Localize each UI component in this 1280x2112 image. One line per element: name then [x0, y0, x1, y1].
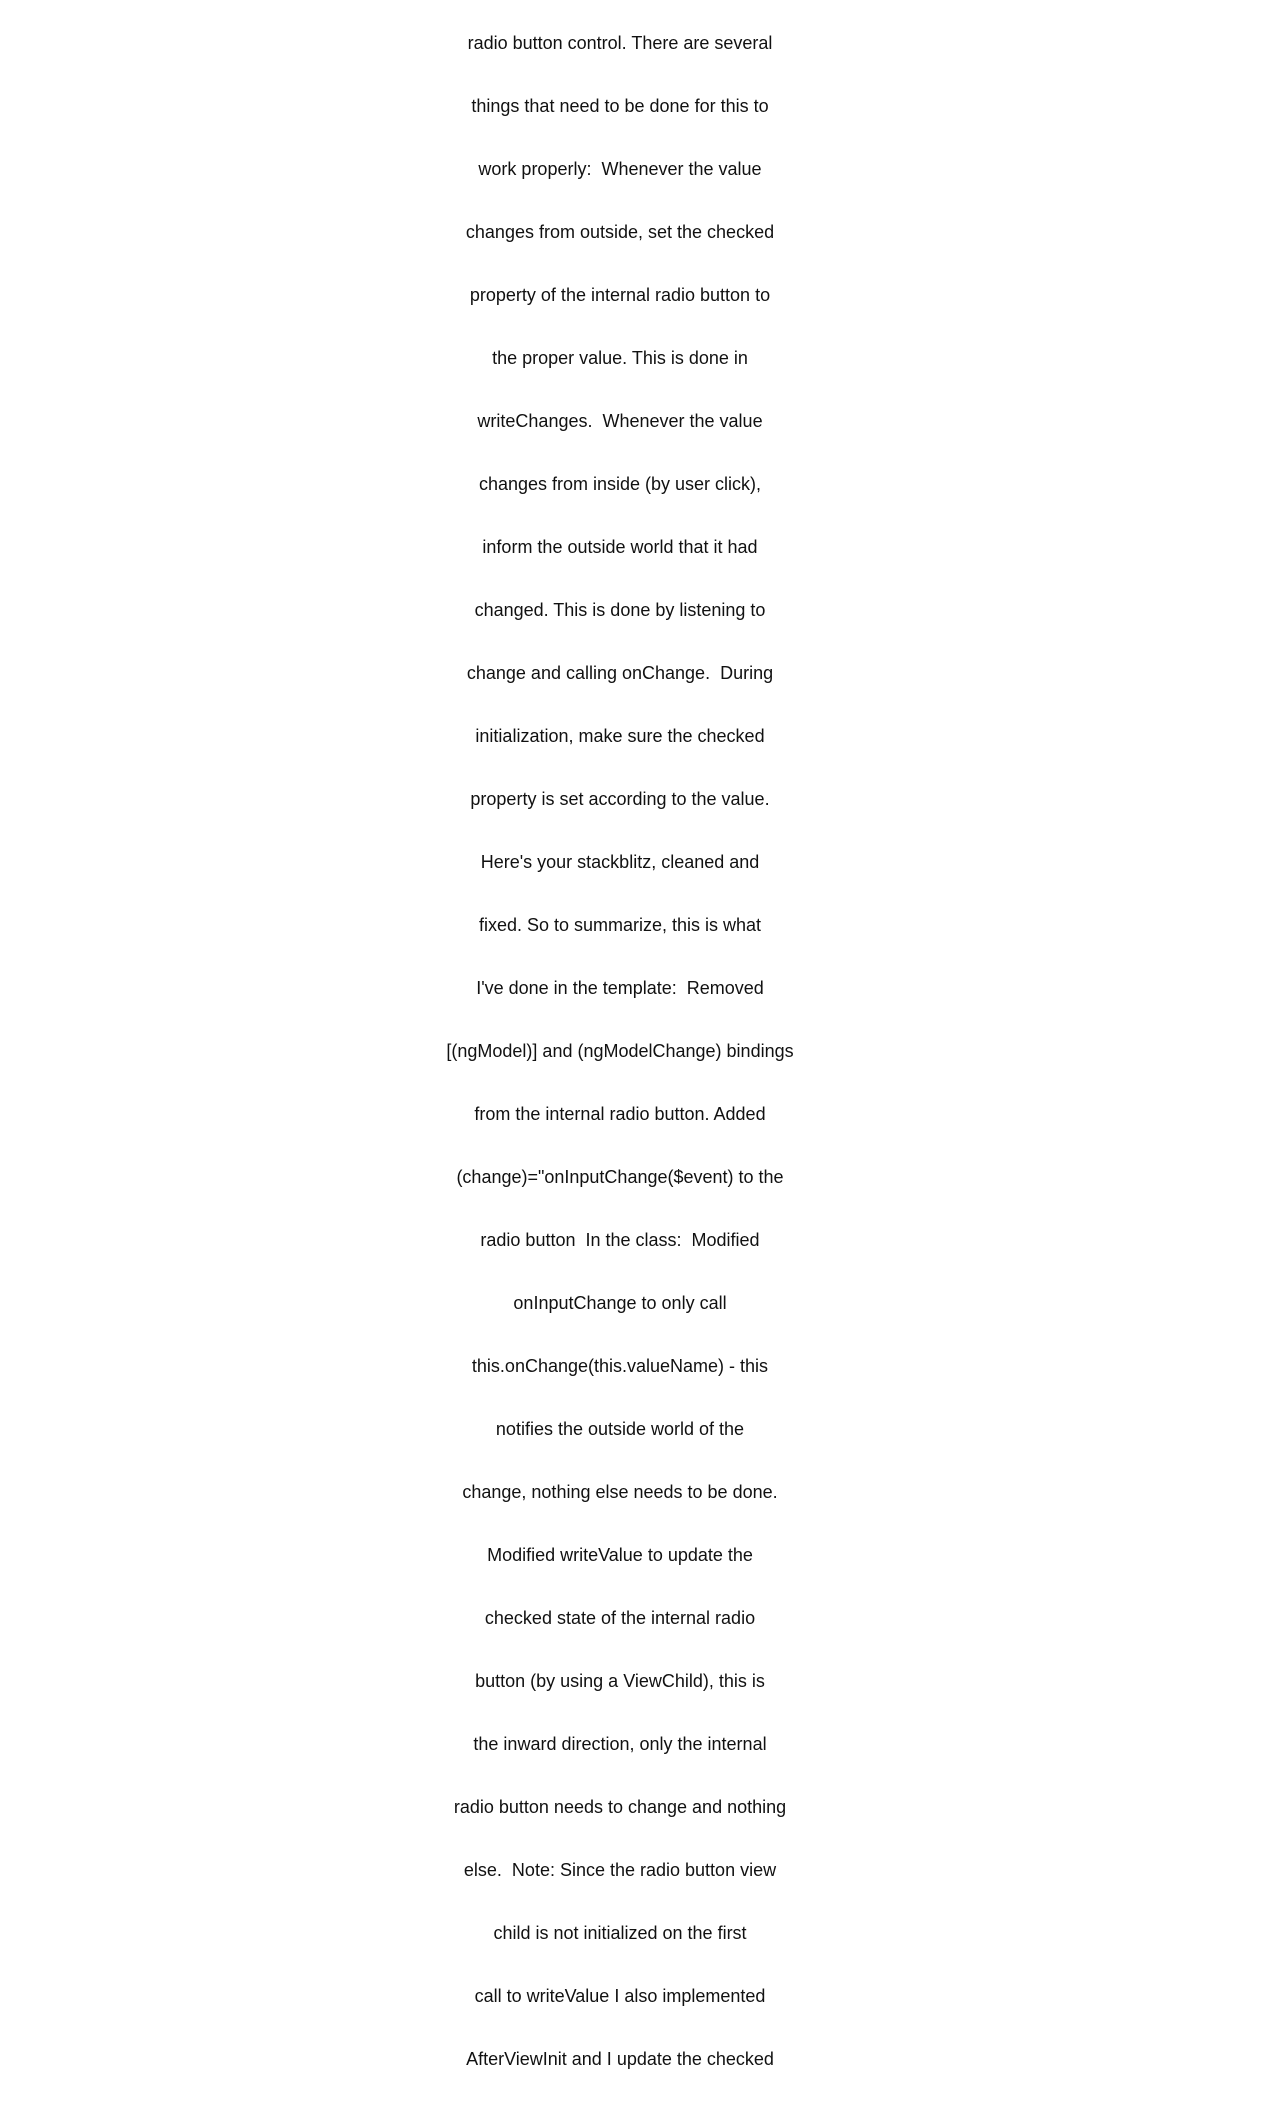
- text-line: changes from outside, set the checked: [465, 222, 775, 242]
- text-line: writeChanges. Whenever the value: [477, 411, 763, 431]
- text-line: child is not initialized on the first: [493, 1923, 747, 1943]
- text-line: onInputChange to only call: [513, 1293, 727, 1313]
- text-line: checked state of the internal radio: [484, 1608, 756, 1628]
- text-line: changed. This is done by listening to: [474, 600, 766, 620]
- text-line: else. Note: Since the radio button view: [463, 1860, 777, 1880]
- text-line: work properly: Whenever the value: [478, 159, 762, 179]
- text-line: radio button needs to change and nothing: [453, 1797, 787, 1817]
- text-line: the proper value. This is done in: [492, 348, 748, 368]
- text-line: call to writeValue I also implemented: [474, 1986, 766, 2006]
- text-line: radio button In the class: Modified: [480, 1230, 760, 1250]
- text-line: property is set according to the value.: [470, 789, 770, 809]
- text-line: [(ngModel)] and (ngModelChange) bindings: [446, 1041, 794, 1061]
- text-line: I've done in the template: Removed: [476, 978, 764, 998]
- text-line: this.onChange(this.valueName) - this: [471, 1356, 769, 1376]
- text-line: radio button control. There are several: [467, 33, 773, 53]
- text-line: notifies the outside world of the: [495, 1419, 745, 1439]
- text-line: inform the outside world that it had: [482, 537, 758, 557]
- text-line: changes from inside (by user click),: [478, 474, 762, 494]
- text-line: things that need to be done for this to: [471, 96, 769, 116]
- answer-text-block: [440, 0, 800, 2112]
- text-line: property of the internal radio button to: [469, 285, 771, 305]
- text-line: initialization, make sure the checked: [475, 726, 765, 746]
- text-line: (change)="onInputChange($event) to the: [456, 1167, 784, 1187]
- text-line: change, nothing else needs to be done.: [462, 1482, 778, 1502]
- text-line: change and calling onChange. During: [466, 663, 774, 683]
- text-line: fixed. So to summarize, this is what: [478, 915, 762, 935]
- text-line: AfterViewInit and I update the checked: [466, 2049, 774, 2069]
- text-line: from the internal radio button. Added: [474, 1104, 766, 1124]
- text-line: Modified writeValue to update the: [487, 1545, 753, 1565]
- text-line: the inward direction, only the internal: [473, 1734, 767, 1754]
- text-line: Here's your stackblitz, cleaned and: [480, 852, 760, 872]
- text-line: button (by using a ViewChild), this is: [475, 1671, 765, 1691]
